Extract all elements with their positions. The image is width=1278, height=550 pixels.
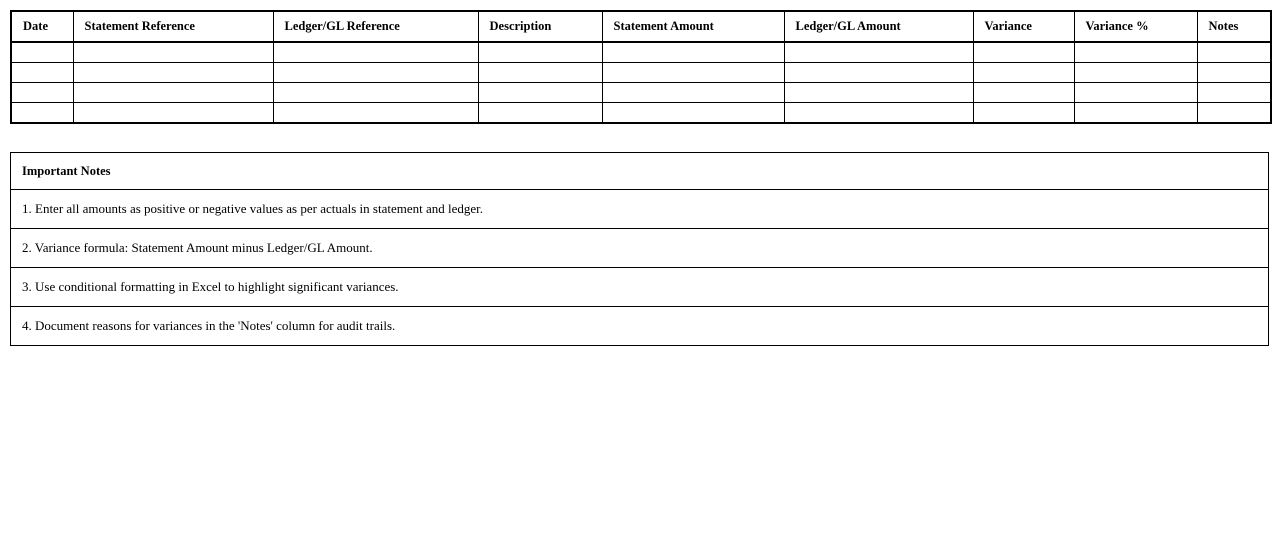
note-row: [11, 268, 1269, 307]
column-header-notes: Notes: [1197, 11, 1271, 42]
cell-statement-reference[interactable]: [73, 83, 273, 103]
cell-date[interactable]: [11, 42, 73, 63]
cell-variance-percent[interactable]: [1074, 42, 1197, 63]
column-header-statement-reference: Statement Reference: [73, 11, 273, 42]
notes-heading-row: [11, 153, 1269, 190]
note-row: [11, 190, 1269, 229]
cell-variance[interactable]: [973, 42, 1074, 63]
cell-statement-reference[interactable]: [73, 42, 273, 63]
cell-ledger-reference[interactable]: [273, 103, 478, 124]
cell-date[interactable]: [11, 63, 73, 83]
column-header-ledger-amount: Ledger/GL Amount: [784, 11, 973, 42]
notes-heading: Important Notes: [11, 153, 1269, 190]
note-item-1: 1. Enter all amounts as positive or negative values as per actuals in statement and ledger.: [11, 190, 1269, 229]
column-header-statement-amount: Statement Amount: [602, 11, 784, 42]
cell-notes[interactable]: [1197, 63, 1271, 83]
important-notes-box: [10, 152, 1269, 346]
cell-statement-amount[interactable]: [602, 42, 784, 63]
cell-description[interactable]: [478, 103, 602, 124]
column-header-variance: Variance: [973, 11, 1074, 42]
reconciliation-table-container: [10, 10, 1270, 124]
cell-variance-percent[interactable]: [1074, 103, 1197, 124]
cell-ledger-amount[interactable]: [784, 42, 973, 63]
cell-variance[interactable]: [973, 103, 1074, 124]
cell-notes[interactable]: [1197, 83, 1271, 103]
table-row[interactable]: [11, 42, 1271, 63]
note-item-4: 4. Document reasons for variances in the 'Notes' column for audit trails.: [11, 307, 1269, 346]
cell-variance-percent[interactable]: [1074, 83, 1197, 103]
cell-description[interactable]: [478, 42, 602, 63]
cell-statement-reference[interactable]: [73, 63, 273, 83]
cell-ledger-amount[interactable]: [784, 103, 973, 124]
cell-ledger-amount[interactable]: [784, 63, 973, 83]
cell-variance-percent[interactable]: [1074, 63, 1197, 83]
table-header-row: [11, 11, 1271, 42]
cell-description[interactable]: [478, 63, 602, 83]
cell-description[interactable]: [478, 83, 602, 103]
cell-date[interactable]: [11, 83, 73, 103]
cell-variance[interactable]: [973, 63, 1074, 83]
table-row[interactable]: [11, 83, 1271, 103]
note-row: [11, 307, 1269, 346]
cell-ledger-reference[interactable]: [273, 83, 478, 103]
column-header-ledger-reference: Ledger/GL Reference: [273, 11, 478, 42]
cell-statement-amount[interactable]: [602, 63, 784, 83]
cell-date[interactable]: [11, 103, 73, 124]
column-header-description: Description: [478, 11, 602, 42]
table-body: [11, 42, 1271, 123]
table-row[interactable]: [11, 103, 1271, 124]
cell-statement-amount[interactable]: [602, 103, 784, 124]
note-item-3: 3. Use conditional formatting in Excel to highlight significant variances.: [11, 268, 1269, 307]
cell-statement-reference[interactable]: [73, 103, 273, 124]
note-item-2: 2. Variance formula: Statement Amount minus Ledger/GL Amount.: [11, 229, 1269, 268]
cell-notes[interactable]: [1197, 42, 1271, 63]
cell-ledger-amount[interactable]: [784, 83, 973, 103]
cell-notes[interactable]: [1197, 103, 1271, 124]
column-header-variance-percent: Variance %: [1074, 11, 1197, 42]
cell-variance[interactable]: [973, 83, 1074, 103]
reconciliation-table: [10, 10, 1272, 124]
table-row[interactable]: [11, 63, 1271, 83]
note-row: [11, 229, 1269, 268]
cell-statement-amount[interactable]: [602, 83, 784, 103]
cell-ledger-reference[interactable]: [273, 63, 478, 83]
cell-ledger-reference[interactable]: [273, 42, 478, 63]
column-header-date: Date: [11, 11, 73, 42]
